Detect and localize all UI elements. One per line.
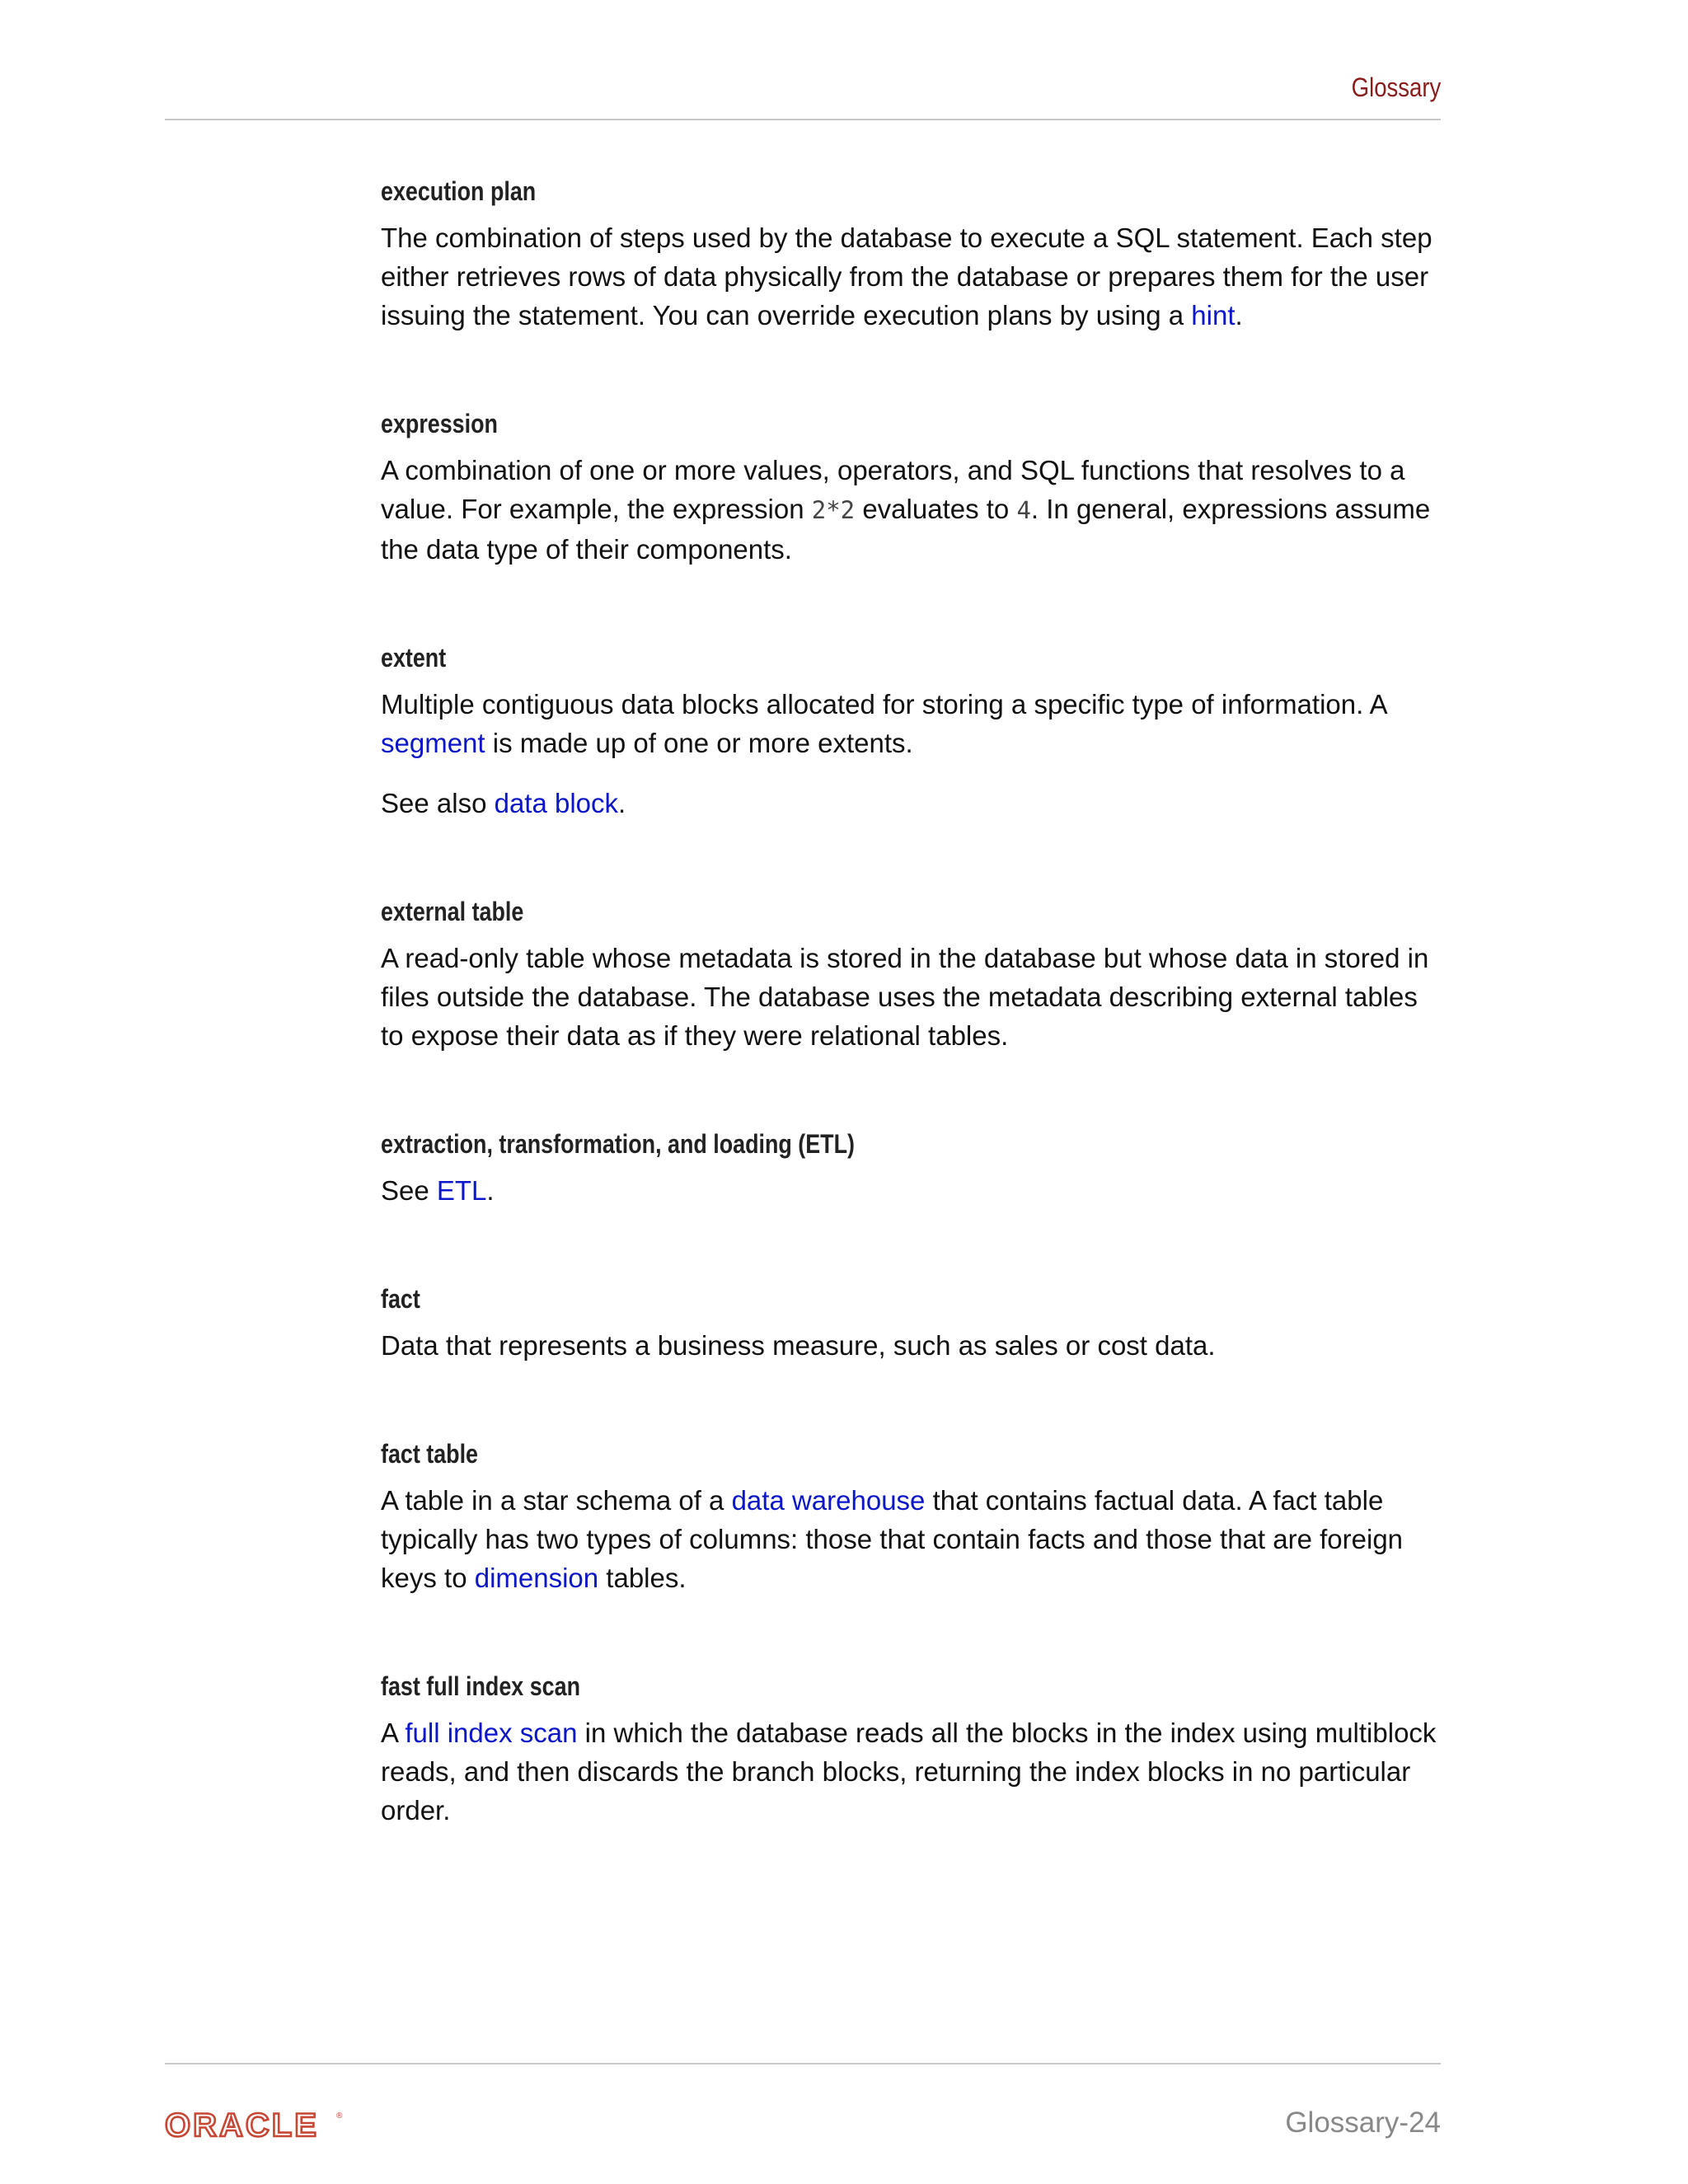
registered-mark-icon: ® bbox=[336, 2111, 343, 2121]
definition-text: is made up of one or more extents. bbox=[485, 728, 913, 758]
definition-text: . bbox=[1235, 300, 1243, 330]
definition-text: . bbox=[618, 788, 626, 818]
glossary-entry bbox=[381, 176, 1444, 335]
definition-text: Data that represents a business measure, such as sales or cost data. bbox=[381, 1330, 1216, 1361]
glossary-term: fast full index scan bbox=[381, 1671, 580, 1701]
definition-text: . In general, expressions assume the data type of their components. bbox=[381, 494, 1431, 565]
page-number: Glossary-24 bbox=[1285, 2107, 1441, 2139]
definition-text: See also bbox=[381, 788, 495, 818]
glossary-link[interactable]: dimension bbox=[474, 1563, 599, 1593]
glossary-definition bbox=[381, 218, 1444, 335]
footer-divider bbox=[165, 2063, 1441, 2064]
definition-text: tables. bbox=[598, 1563, 687, 1593]
glossary-definition bbox=[381, 451, 1444, 569]
glossary-link[interactable]: hint bbox=[1191, 300, 1236, 330]
glossary-entry bbox=[381, 643, 1444, 823]
glossary-term: fact table bbox=[381, 1439, 479, 1469]
glossary-entry bbox=[381, 409, 1444, 569]
definition-text: The combination of steps used by the database to execute a SQL statement. Each step either retrieves rows of data physically from the database or prepares them for the user issuing the statement. You can override execution plans by using a bbox=[381, 223, 1432, 330]
code-literal: 2*2 bbox=[811, 496, 856, 524]
definition-text: A combination of one or more values, operators, and SQL functions that resolves to a value. For example, the expression bbox=[381, 455, 1405, 524]
glossary-term: extraction, transformation, and loading (ETL) bbox=[381, 1129, 855, 1159]
definition-text: A bbox=[381, 1718, 406, 1748]
definition-text: in which the database reads all the blocks in the index using multiblock reads, and then discards the branch blocks, returning the index blocks in no particular order. bbox=[381, 1718, 1437, 1825]
definition-text: . bbox=[486, 1175, 495, 1206]
glossary-definition bbox=[381, 1713, 1444, 1830]
glossary-entry bbox=[381, 1439, 1444, 1597]
definition-text: See bbox=[381, 1175, 437, 1206]
glossary-link[interactable]: data block bbox=[494, 788, 619, 818]
oracle-logo-icon bbox=[165, 2107, 346, 2143]
oracle-logo-text: ORACLE bbox=[165, 2107, 319, 2143]
page-header bbox=[165, 73, 1441, 120]
glossary-term: external table bbox=[381, 897, 524, 926]
glossary-term: fact bbox=[381, 1284, 420, 1314]
glossary-entry bbox=[381, 1129, 1444, 1210]
glossary-link[interactable]: ETL bbox=[436, 1175, 487, 1206]
glossary-term: extent bbox=[381, 643, 447, 673]
definition-text: evaluates to bbox=[855, 494, 1017, 524]
glossary-definition bbox=[381, 784, 1444, 823]
glossary-link[interactable]: full index scan bbox=[405, 1718, 578, 1748]
glossary-entry bbox=[381, 1671, 1444, 1830]
glossary-entry bbox=[381, 1284, 1444, 1365]
definition-text: A table in a star schema of a bbox=[381, 1485, 732, 1516]
glossary-entry bbox=[381, 897, 1444, 1055]
glossary-definition bbox=[381, 685, 1444, 762]
glossary-term: expression bbox=[381, 409, 498, 438]
glossary-definition bbox=[381, 1171, 1444, 1210]
glossary-definition bbox=[381, 1481, 1444, 1597]
glossary-definition bbox=[381, 939, 1444, 1055]
glossary-link[interactable]: segment bbox=[381, 728, 485, 758]
header-title: Glossary bbox=[1351, 73, 1441, 102]
definition-text: A read-only table whose metadata is stored in the database but whose data in stored in files outside the database. The database uses the metadata describing external tables to expose their data as if they were relational tables. bbox=[381, 943, 1429, 1051]
glossary-content bbox=[381, 176, 1444, 1904]
glossary-term: execution plan bbox=[381, 176, 537, 206]
oracle-logo bbox=[165, 2107, 346, 2147]
code-literal: 4 bbox=[1016, 496, 1031, 524]
definition-text: Multiple contiguous data blocks allocated for storing a specific type of information. A bbox=[381, 689, 1386, 719]
glossary-definition bbox=[381, 1326, 1444, 1365]
glossary-link[interactable]: data warehouse bbox=[731, 1485, 926, 1516]
definition-text: that contains factual data. A fact table typically has two types of columns: those that contain facts and those that are foreign keys to bbox=[381, 1485, 1404, 1593]
